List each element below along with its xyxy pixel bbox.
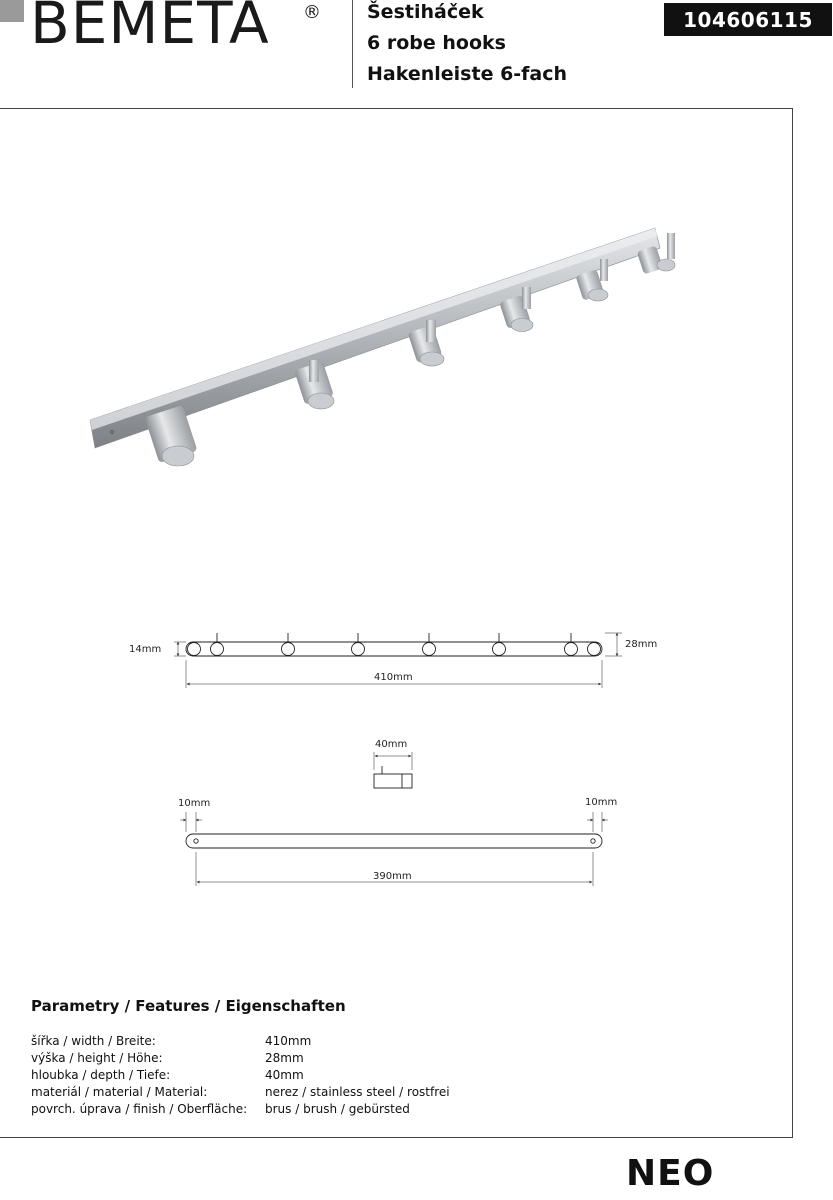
spec-value: 28mm: [265, 1051, 304, 1065]
front-width-label: 410mm: [374, 672, 413, 683]
side-view-drawing: [374, 752, 412, 788]
brand-logo: BEMETA: [30, 0, 270, 57]
product-title-en: 6 robe hooks: [367, 32, 506, 54]
front-total-height-label: 28mm: [625, 639, 658, 650]
side-depth-label: 40mm: [375, 739, 408, 750]
registered-mark: ®: [303, 2, 321, 23]
spec-value: 40mm: [265, 1068, 304, 1082]
product-title-cz: Šestiháček: [367, 1, 484, 23]
spec-value: nerez / stainless steel / rostfrei: [265, 1085, 450, 1099]
mount-hole-spacing-label: 390mm: [373, 871, 412, 882]
spec-label: materiál / material / Material:: [31, 1085, 208, 1099]
mount-right-offset-label: 10mm: [585, 797, 618, 808]
mount-left-offset-label: 10mm: [178, 798, 211, 809]
spec-label: povrch. úprava / finish / Oberfläche:: [31, 1102, 248, 1116]
series-name: NEO: [626, 1153, 715, 1194]
product-title-de: Hakenleiste 6-fach: [367, 63, 568, 85]
spec-value: brus / brush / gebürsted: [265, 1102, 410, 1116]
spec-label: hloubka / depth / Tiefe:: [31, 1068, 171, 1082]
spec-value: 410mm: [265, 1034, 312, 1048]
spec-label: výška / height / Höhe:: [31, 1051, 163, 1065]
front-height-label: 14mm: [129, 644, 162, 655]
features-heading: Parametry / Features / Eigenschaften: [31, 997, 346, 1015]
product-sku: 104606115: [664, 3, 832, 36]
product-render: [90, 228, 675, 466]
spec-label: šířka / width / Breite:: [31, 1034, 156, 1048]
